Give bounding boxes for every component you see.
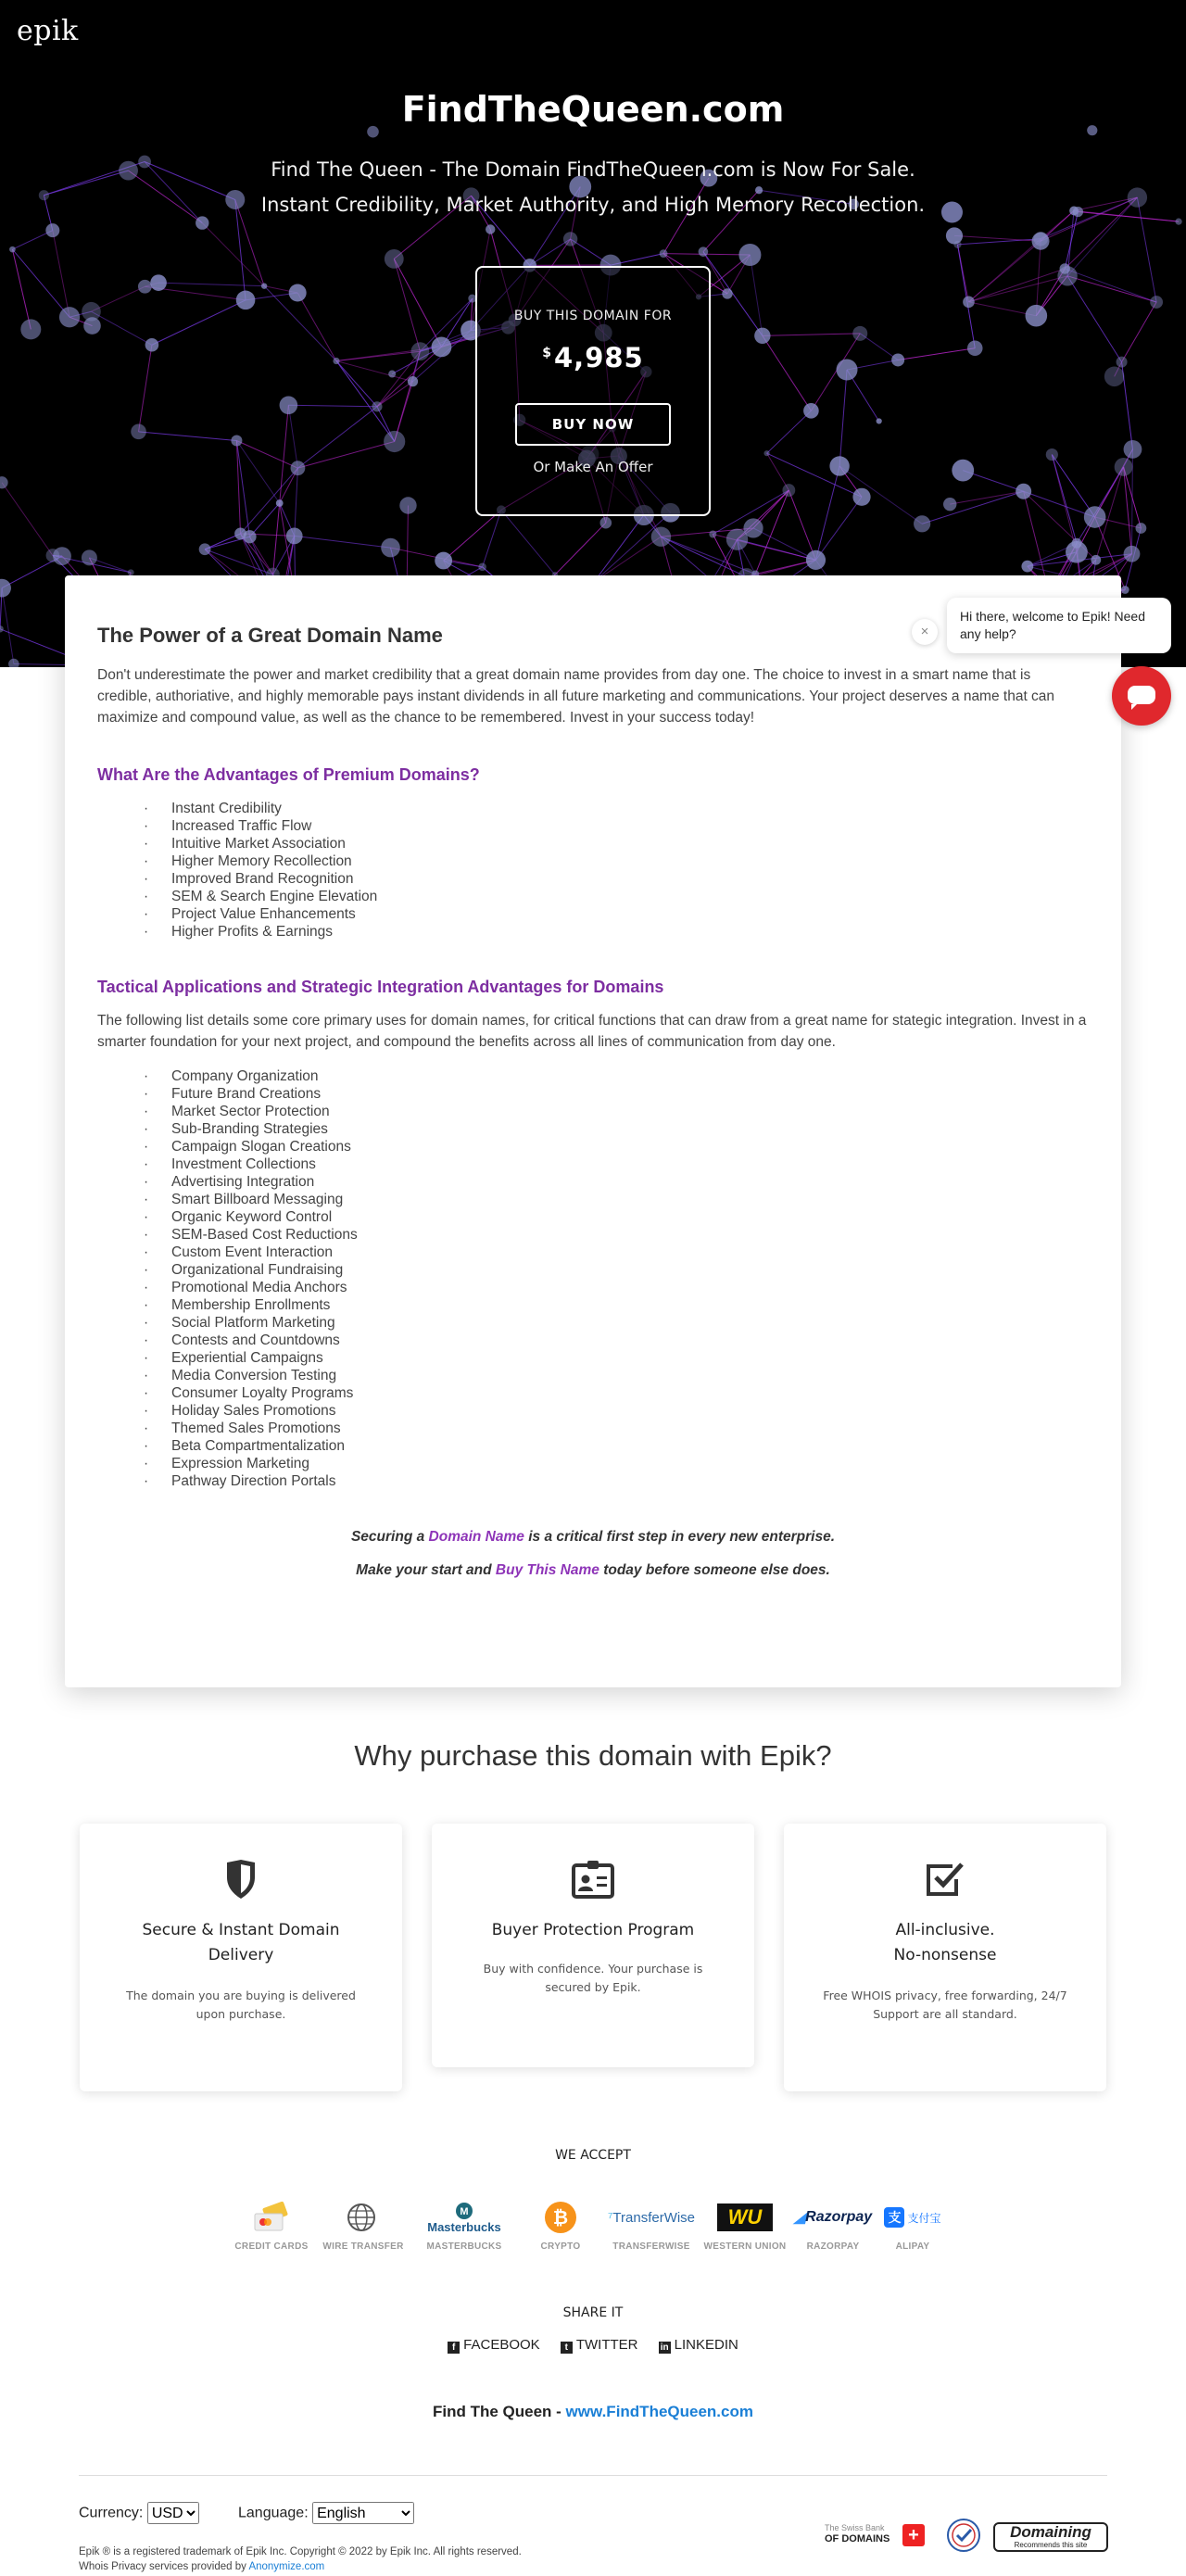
copyright-text: [79, 2544, 522, 2574]
why-heading: Why purchase this domain with Epik?: [354, 1739, 832, 1772]
footer-divider: [79, 2475, 1107, 2476]
transferwise-logo-text: TransferWise: [612, 2209, 696, 2226]
feature-title-protection: Buyer Protection Program: [491, 1921, 695, 1939]
swiss-bank-big: OF DOMAINS: [825, 2533, 890, 2544]
content-card: [65, 575, 1121, 1687]
list-item: · Investment Collections: [144, 1155, 1089, 1173]
list-item: · Company Organization: [144, 1067, 1089, 1085]
swiss-bank-small: The Swiss Bank: [825, 2523, 885, 2532]
payment-label: WIRE TRANSFER: [322, 2241, 404, 2252]
razorpay-logo-text: Razorpay: [805, 2209, 873, 2225]
payment-wire-transfer: [322, 2199, 405, 2252]
list-item: · Increased Traffic Flow: [144, 817, 1089, 835]
tactical-heading: Tactical Applications and Strategic Integration Advantages for Domains: [97, 978, 664, 996]
epik-logo[interactable]: epik: [17, 15, 79, 47]
list-item: · Campaign Slogan Creations: [144, 1138, 1089, 1155]
chat-icon: [1128, 686, 1155, 704]
share-facebook-link[interactable]: [448, 2337, 540, 2354]
shield-icon: [80, 1859, 402, 1900]
currency-label: Currency:: [79, 2505, 144, 2521]
chat-welcome-message[interactable]: Hi there, welcome to Epik! Need any help?: [947, 598, 1171, 653]
payment-crypto: [519, 2199, 602, 2252]
svg-text:₿: ₿: [552, 2206, 569, 2229]
anonymize-link[interactable]: Anonymize.com: [248, 2561, 325, 2572]
price-label: BUY THIS DOMAIN FOR: [513, 309, 673, 323]
whois-line: [79, 2559, 522, 2574]
list-item: · Expression Marketing: [144, 1455, 1089, 1472]
feature-desc-secure: The domain you are buying is delivered upon purchase.: [126, 1989, 356, 2021]
intro-paragraph: Don't underestimate the power and market credibility that a great domain name provides from day one. The choice to invest in a smart name that is credible, authoriative, and highly memorable pays instant dividends in all future marketing and communications. Your project deserves a name that can maximize and compound value, as well as the chance to be remembered. Invest in your success today!: [97, 667, 1055, 726]
hero-subtitle-2: Instant Credibility, Market Authority, and High Memory Recollection.: [260, 194, 926, 216]
list-item: · Organizational Fundraising: [144, 1261, 1089, 1279]
copyright-line: Epik ® is a registered trademark of Epik Inc. Copyright © 2022 by Epik Inc. All rights reserved.: [79, 2546, 522, 2557]
currency-selector: [79, 2502, 199, 2524]
id-card-icon: [432, 1859, 754, 1900]
razorpay-logo: ◢ Razorpay: [793, 2209, 873, 2226]
language-select[interactable]: [312, 2502, 414, 2524]
twitter-icon: t: [561, 2342, 573, 2354]
list-item: · Themed Sales Promotions: [144, 1420, 1089, 1437]
swiss-bank-badge[interactable]: [825, 2522, 919, 2545]
share-twitter-link[interactable]: [561, 2337, 638, 2354]
currency-select[interactable]: [147, 2502, 199, 2524]
price-value: [477, 342, 709, 373]
list-item: · Consumer Loyalty Programs: [144, 1384, 1089, 1402]
feature-card-secure: [80, 1824, 402, 2091]
buy-now-button[interactable]: BUY NOW: [515, 403, 671, 446]
globe-icon: [322, 2199, 405, 2236]
currency-symbol: $: [542, 346, 552, 360]
list-item: · Instant Credibility: [144, 800, 1089, 817]
list-item: · Higher Memory Recollection: [144, 852, 1089, 870]
list-item: · SEM & Search Engine Elevation: [144, 888, 1089, 905]
alipay-logo: 支 支付宝: [871, 2199, 954, 2236]
list-item: · Advertising Integration: [144, 1173, 1089, 1191]
list-item: · Promotional Media Anchors: [144, 1279, 1089, 1296]
feature-card-protection: [432, 1824, 754, 2067]
list-item: · Future Brand Creations: [144, 1085, 1089, 1103]
list-item: · SEM-Based Cost Reductions: [144, 1226, 1089, 1244]
list-item: · Market Sector Protection: [144, 1103, 1089, 1120]
payment-label: WESTERN UNION: [703, 2241, 787, 2252]
tactical-paragraph: The following list details some core primary uses for domain names, for critical functions that can draw from a great name for stategic integration. Invest in a smarter foundation for your next project, and compound the benefits across all lines of communication from day one.: [97, 1013, 1087, 1050]
domaining-badge-sub: Recommends this site: [1014, 2541, 1088, 2549]
facebook-label: FACEBOOK: [463, 2337, 540, 2353]
hero-section: [0, 0, 1186, 667]
language-selector: [238, 2502, 414, 2524]
list-item: · Contests and Countdowns: [144, 1332, 1089, 1349]
chat-launcher-button[interactable]: [1112, 666, 1171, 726]
cta1-pre: Securing a: [350, 1529, 429, 1545]
payment-alipay: [871, 2199, 954, 2252]
list-item: · Experiential Campaigns: [144, 1349, 1089, 1367]
payment-label: CRYPTO: [540, 2241, 581, 2252]
advantages-heading: What Are the Advantages of Premium Domains?: [97, 765, 480, 784]
transferwise-logo: ⁷ TransferWise: [607, 2209, 696, 2226]
payment-transferwise: [607, 2199, 696, 2252]
bitcoin-icon: [519, 2199, 602, 2236]
feature-desc-inclusive: Free WHOIS privacy, free forwarding, 24/7 Support are all standard.: [823, 1989, 1067, 2021]
domain-title: FindTheQueen.com: [401, 89, 785, 130]
list-item: · Social Platform Marketing: [144, 1314, 1089, 1332]
list-item: · Membership Enrollments: [144, 1296, 1089, 1314]
share-linkedin-link[interactable]: [659, 2337, 738, 2354]
masterbucks-logo-text: Masterbucks: [427, 2219, 501, 2234]
list-item: · Improved Brand Recognition: [144, 870, 1089, 888]
alipay-logo-text: 支付宝: [907, 2211, 941, 2225]
seal-badge-icon[interactable]: [945, 2517, 982, 2554]
masterbucks-icon: [423, 2199, 506, 2236]
payment-western-union: [703, 2199, 787, 2252]
payment-label: MASTERBUCKS: [426, 2241, 502, 2252]
list-item: · Pathway Direction Portals: [144, 1472, 1089, 1490]
linkedin-label: LINKEDIN: [674, 2337, 738, 2353]
list-item: · Holiday Sales Promotions: [144, 1402, 1089, 1420]
list-item: · Organic Keyword Control: [144, 1208, 1089, 1226]
we-accept-heading: WE ACCEPT: [555, 2148, 631, 2163]
footer-domain-label: Find The Queen -: [432, 2403, 566, 2420]
domaining-badge-title: Domaining: [1010, 2523, 1091, 2541]
list-item: · Sub-Branding Strategies: [144, 1120, 1089, 1138]
cta-line-1: [97, 1529, 1089, 1546]
swiss-cross-icon: +: [902, 2524, 925, 2546]
feature-title-line2: No-nonsense: [893, 1946, 997, 1964]
list-item: · Project Value Enhancements: [144, 905, 1089, 923]
payment-label: CREDIT CARDS: [234, 2241, 309, 2252]
domaining-badge[interactable]: [993, 2522, 1108, 2552]
price-amount: 4,985: [554, 342, 644, 373]
facebook-icon: f: [448, 2342, 460, 2354]
feature-title-line1: All-inclusive.: [895, 1921, 995, 1939]
share-links: [0, 2337, 1186, 2354]
footer-domain-line: [0, 2403, 1186, 2421]
feature-title-secure: Secure & Instant Domain Delivery: [142, 1921, 340, 1964]
uses-list: [144, 1067, 1089, 1490]
cta1-post: is a critical first step in every new enterprise.: [524, 1529, 836, 1545]
linkedin-icon: in: [659, 2342, 671, 2354]
list-item: · Beta Compartmentalization: [144, 1437, 1089, 1455]
footer-domain-link[interactable]: www.FindTheQueen.com: [565, 2403, 753, 2420]
twitter-label: TWITTER: [575, 2337, 638, 2353]
payment-credit-cards: [230, 2199, 313, 2252]
price-box: [475, 266, 711, 516]
payment-label: ALIPAY: [895, 2241, 930, 2252]
svg-text:M: M: [460, 2205, 469, 2217]
western-union-logo: [703, 2199, 787, 2236]
make-offer-link[interactable]: Or Make An Offer: [533, 459, 653, 475]
checkbox-icon: [784, 1859, 1106, 1900]
cta-line-2: [97, 1562, 1089, 1579]
cta2-mid: today: [599, 1562, 642, 1578]
language-label: Language:: [238, 2505, 309, 2521]
credit-cards-icon: [230, 2199, 313, 2236]
western-union-logo-text: WU: [717, 2203, 773, 2231]
feature-title-inclusive: [784, 1918, 1106, 1968]
advantages-list: [144, 800, 1089, 941]
list-item: · Custom Event Interaction: [144, 1244, 1089, 1261]
whois-pre: Whois Privacy services provided by: [79, 2561, 249, 2572]
payment-masterbucks: [423, 2199, 506, 2252]
feature-desc-protection: Buy with confidence. Your purchase is secured by Epik.: [483, 1962, 703, 1994]
payment-label: RAZORPAY: [806, 2241, 860, 2252]
list-item: · Media Conversion Testing: [144, 1367, 1089, 1384]
buy-this-name-link[interactable]: Buy This Name: [495, 1562, 599, 1578]
list-item: · Smart Billboard Messaging: [144, 1191, 1089, 1208]
feature-card-inclusive: [784, 1824, 1106, 2091]
cta2-post: before someone else does.: [641, 1562, 830, 1578]
domain-name-link[interactable]: Domain Name: [428, 1529, 524, 1545]
content-heading: The Power of a Great Domain Name: [97, 624, 443, 647]
payment-razorpay: [791, 2199, 875, 2252]
hero-subtitle-1: Find The Queen - The Domain FindTheQueen.com is Now For Sale.: [271, 158, 915, 181]
share-heading: SHARE IT: [562, 2305, 624, 2320]
list-item: · Higher Profits & Earnings: [144, 923, 1089, 941]
cta2-pre: Make your start and: [356, 1562, 496, 1578]
list-item: · Intuitive Market Association: [144, 835, 1089, 852]
chat-close-button[interactable]: ×: [912, 619, 938, 645]
payment-label: TRANSFERWISE: [612, 2241, 690, 2252]
